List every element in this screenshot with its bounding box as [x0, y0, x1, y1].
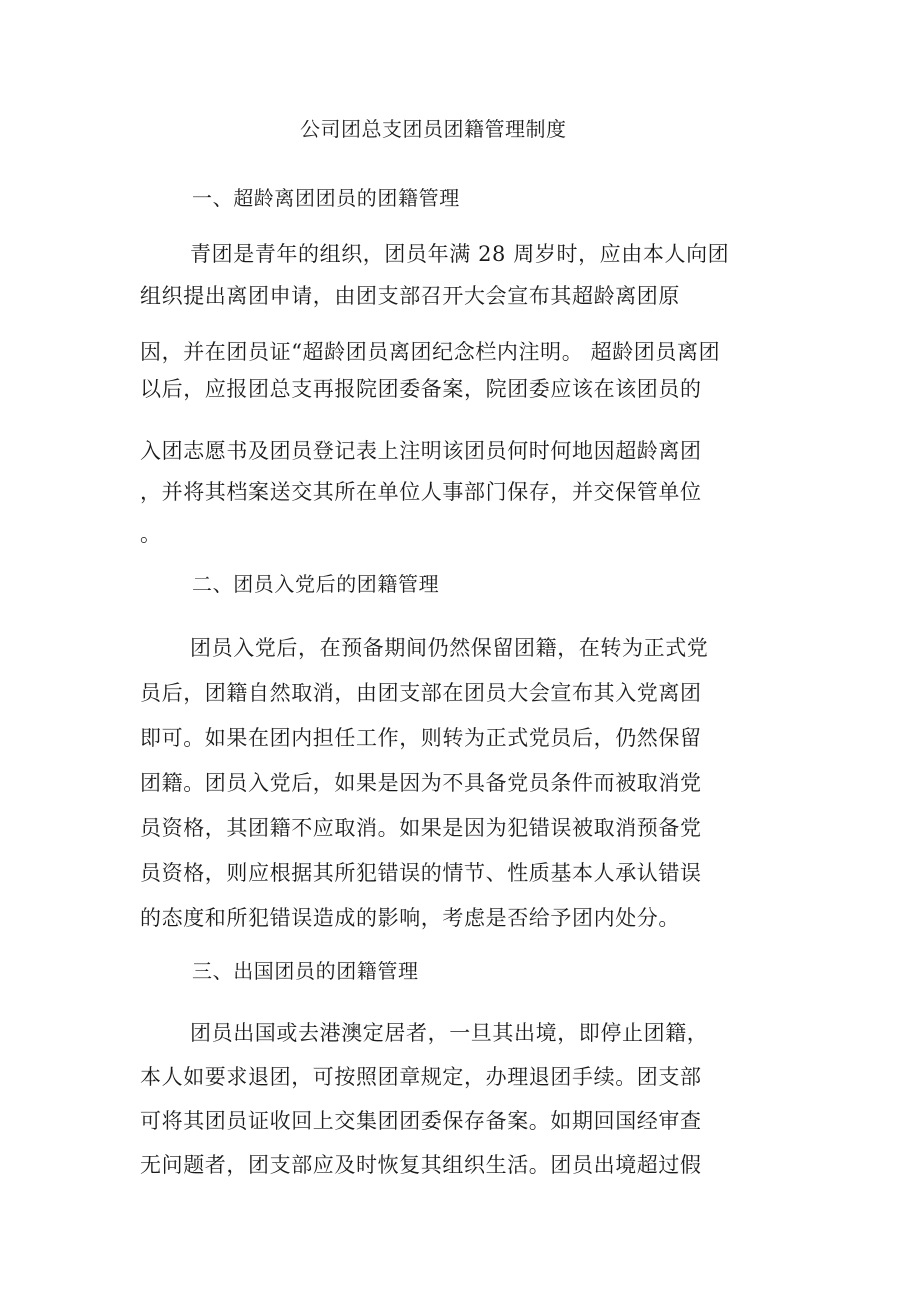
paragraph-line: 入团志愿书及团员登记表上注明该团员何时何地因超龄离团 — [140, 439, 702, 463]
paragraph-line: 的态度和所犯错误造成的影响，考虑是否给予团内处分。 — [140, 906, 680, 930]
paragraph-line: 可将其团员证收回上交集团团委保存备案。如期回国经审查 — [140, 1109, 702, 1133]
paragraph-line: 员资格，其团籍不应取消。如果是因为犯错误被取消预备党 — [140, 816, 702, 840]
section-heading-2: 二、团员入党后的团籍管理 — [192, 572, 440, 596]
section-heading-3: 三、出国团员的团籍管理 — [192, 959, 419, 983]
section-heading-1: 一、超龄离团团员的团籍管理 — [192, 186, 460, 210]
paragraph-line: 即可。如果在团内担任工作，则转为正式党员后，仍然保留 — [140, 726, 702, 750]
paragraph-line: 无问题者，团支部应及时恢复其组织生活。团员出境超过假 — [140, 1153, 702, 1177]
page-title: 公司团总支团员团籍管理制度 — [300, 117, 567, 141]
paragraph-line: 青团是青年的组织，团员年满 28 周岁时，应由本人向团 — [190, 242, 730, 266]
paragraph-line: 本人如要求退团，可按照团章规定，办理退团手续。团支部 — [140, 1065, 702, 1089]
paragraph-line: 以后，应报团总支再报院团委备案，院团委应该在该团员的 — [140, 377, 702, 401]
paragraph-line: 。 — [140, 522, 162, 546]
paragraph-line: 组织提出离团申请，由团支部召开大会宣布其超龄离团原 — [140, 284, 680, 308]
paragraph-line: 员资格，则应根据其所犯错误的情节、性质基本人承认错误 — [140, 861, 702, 885]
paragraph-line: 团籍。团员入党后，如果是因为不具备党员条件而被取消党 — [140, 771, 702, 795]
paragraph-line: 因，并在团员证“超龄团员离团纪念栏内注明。 超龄团员离团 — [140, 340, 721, 364]
paragraph-line: 团员入党后，在预备期间仍然保留团籍，在转为正式党 — [190, 636, 709, 660]
paragraph-line: 团员出国或去港澳定居者，一旦其出境，即停止团籍， — [190, 1021, 709, 1045]
paragraph-line: ，并将其档案送交其所在单位人事部门保存，并交保管单位 — [140, 480, 702, 504]
paragraph-line: 员后，团籍自然取消，由团支部在团员大会宣布其入党离团 — [140, 681, 702, 705]
